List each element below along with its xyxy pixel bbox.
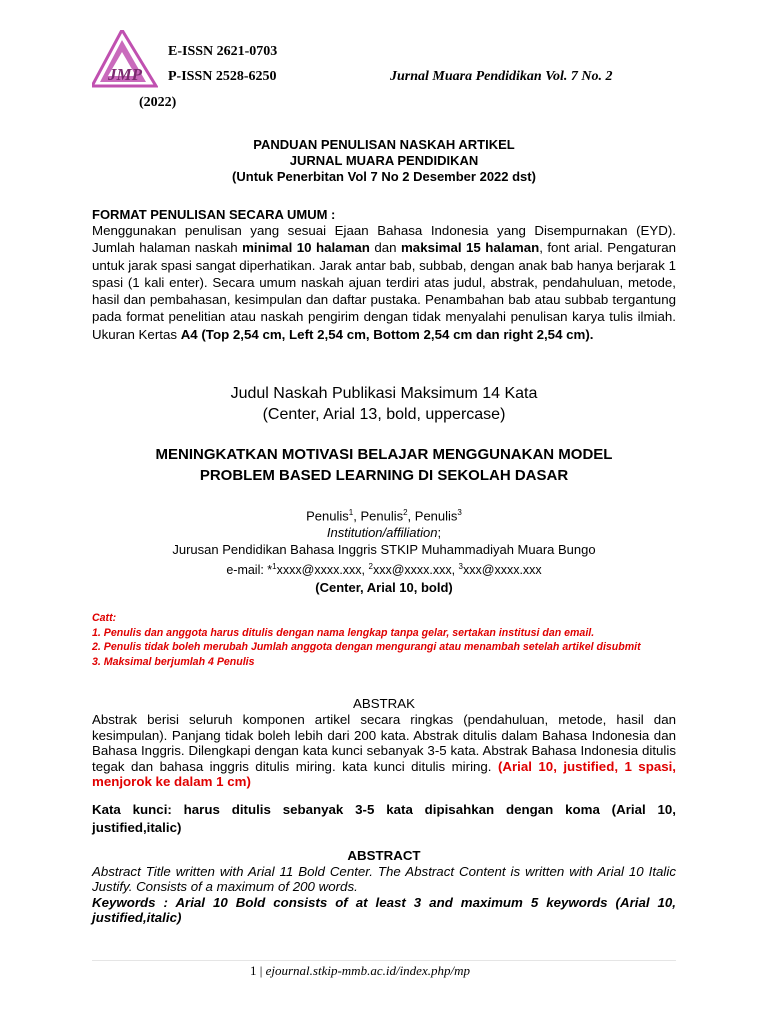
- format-paper-size: A4 (Top 2,54 cm, Left 2,54 cm, Bottom 2,54 cm dan right 2,54 cm).: [180, 326, 594, 342]
- author-2-sup: 2: [403, 508, 408, 517]
- format-heading: FORMAT PENULISAN SECARA UMUM :: [92, 207, 336, 222]
- format-max-pages: maksimal 15 halaman: [400, 240, 540, 256]
- page-number: 1: [250, 963, 257, 978]
- abstrak-format-note: (Arial 10, justified, 1 spasi, menjorok ke dalam 1 cm): [92, 758, 676, 790]
- abstract-heading: ABSTRACT: [347, 848, 421, 863]
- journal-url[interactable]: ejournal.stkip-mmb.ac.id/index.php/mp: [265, 963, 470, 978]
- abstrak-body: [92, 712, 676, 790]
- guide-title: [92, 137, 676, 185]
- pissn: P-ISSN 2528-6250: [168, 69, 277, 84]
- notes-block: [92, 611, 676, 669]
- logo-text: JMP: [108, 65, 142, 84]
- guide-title-line3: (Untuk Penerbitan Vol 7 No 2 Desember 2022 dst): [232, 169, 536, 184]
- author-2: Penulis: [360, 508, 404, 524]
- footer-separator: |: [256, 963, 266, 978]
- kata-kunci: Kata kunci: harus ditulis sebanyak 3-5 kata dipisahkan dengan koma (Arial 10, justified,italic): [92, 802, 676, 835]
- author-block: [92, 504, 676, 596]
- email-1-sup: 1: [272, 562, 277, 572]
- notes-label: Catt:: [92, 612, 117, 624]
- author-3: Penulis: [414, 508, 458, 524]
- article-title: [92, 444, 676, 486]
- journal-logo: [92, 30, 158, 88]
- author-sep-1: ,: [353, 508, 361, 524]
- abstrak-text: Abstrak berisi seluruh komponen artikel secara ringkas (pendahuluan, metode, hasil dan kesimpulan). Panjang tidak boleh lebih dari 200 kata. Abstrak ditulis dalam Bahasa Indonesia dan Bahasa Inggris. Dilengkapi dengan kata kunci sebanyak 3-5 kata. Abstrak Bahasa Indonesia ditulis tegak dan bahasa inggris ditulis miring. kata kunci ditulis miring.: [92, 712, 676, 774]
- title-instructions: [92, 383, 676, 425]
- article-title-line1: MENINGKATKAN MOTIVASI BELAJAR MENGGUNAKAN MODEL: [155, 446, 613, 463]
- guide-title-line2: JURNAL MUARA PENDIDIKAN: [289, 153, 479, 168]
- author-names: [92, 504, 676, 524]
- author-format-note: (Center, Arial 10, bold): [315, 580, 453, 596]
- institution: [92, 524, 676, 541]
- email-label: e-mail: *: [226, 563, 273, 578]
- title-instructions-line2: (Center, Arial 13, bold, uppercase): [262, 406, 506, 423]
- footer-divider: [92, 960, 676, 961]
- notes-item-1: 1. Penulis dan anggota harus ditulis dengan nama lengkap tanpa gelar, sertakan institusi dan email.: [92, 626, 595, 639]
- journal-name: Jurnal Muara Pendidikan Vol. 7 No. 2: [390, 69, 613, 84]
- email-2: xxx@xxxx.xxx,: [372, 563, 459, 578]
- format-paragraph: [92, 222, 676, 343]
- department: Jurusan Pendidikan Bahasa Inggris STKIP Muhammadiyah Muara Bungo: [172, 542, 596, 558]
- title-instructions-line1: Judul Naskah Publikasi Maksimum 14 Kata: [230, 385, 538, 402]
- notes-item-3: 3. Maksimal berjumlah 4 Penulis: [92, 655, 255, 668]
- format-text-1: Menggunakan penulisan yang sesuai Ejaan Bahasa Indonesia yang Disempurnakan (EYD). Jumlah halaman naskah: [92, 223, 676, 256]
- email-2-sup: 2: [368, 562, 373, 572]
- email-1: xxxx@xxxx.xxx,: [276, 563, 369, 578]
- abstract-body: Abstract Title written with Arial 11 Bold Center. The Abstract Content is written with Arial 10 Italic Justify. Consists of a maximum of 200 words.: [92, 864, 676, 895]
- author-1-sup: 1: [348, 508, 354, 517]
- abstrak-heading: ABSTRAK: [352, 696, 416, 711]
- email-3: xxx@xxxx.xxx: [463, 563, 542, 578]
- guide-title-line1: PANDUAN PENULISAN NASKAH ARTIKEL: [253, 137, 515, 152]
- author-1: Penulis: [306, 508, 349, 524]
- institution-text: Institution/affiliation: [326, 525, 438, 541]
- article-title-line2: PROBLEM BASED LEARNING DI SEKOLAH DASAR: [199, 467, 569, 484]
- page-footer: [250, 963, 470, 979]
- notes-item-2: 2. Penulis tidak boleh merubah Jumlah anggota dengan mengurangi atau menambah setelah artikel disubmit: [92, 641, 641, 653]
- format-text-2: dan: [369, 240, 401, 256]
- author-3-sup: 3: [457, 508, 462, 517]
- email-3-sup: 3: [458, 562, 463, 572]
- author-emails: [92, 558, 676, 579]
- author-sep-2: ,: [407, 508, 415, 524]
- eissn: E-ISSN 2621-0703: [168, 44, 278, 59]
- abstract-keywords: Keywords : Arial 10 Bold consists of at least 3 and maximum 5 keywords (Arial 10, justified,italic): [92, 895, 676, 926]
- journal-year: (2022): [139, 95, 177, 110]
- institution-semicolon: ;: [437, 525, 442, 541]
- format-min-pages: minimal 10 halaman: [242, 240, 370, 256]
- format-text-3: , font arial. Pengaturan untuk jarak spasi sangat diperhatikan. Jarak antar bab, subbab, dengan anak bab hanya berjarak 1 spasi (1 kali enter). Secara umum naskah ajuan terdiri atas judul, abstrak, pendahuluan, metode, hasil dan pembahasan, kesimpulan dan daftar pustaka. Penambahan bab atau subbab tergantung pada format penelitian atau naskah pengirim dengan tidak menyalahi penulisan karya tulis ilmiah. Ukuran Kertas: [92, 240, 676, 342]
